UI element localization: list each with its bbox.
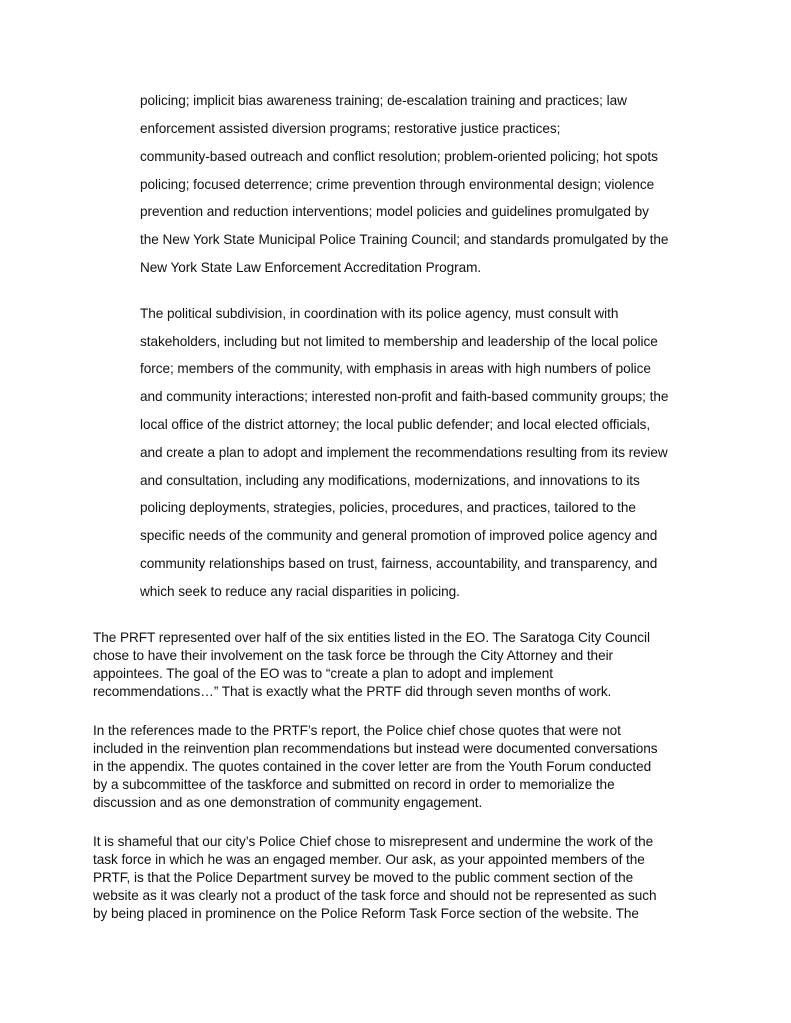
text-line: PRTF, is that the Police Department survey be moved to the public comment section of the: [93, 870, 634, 885]
text-line: website as it was clearly not a product of the task force and should not be represented as such: [93, 888, 657, 903]
text-line: chose to have their involvement on the task force be through the City Attorney and their: [93, 648, 614, 663]
text-line: policing; implicit bias awareness training; de-escalation training and practices; law: [140, 93, 627, 108]
text-line: and create a plan to adopt and implement the recommendations resulting from its review: [140, 445, 668, 460]
text-line: New York State Law Enforcement Accreditation Program.: [140, 260, 482, 275]
text-line: appointees. The goal of the EO was to “create a plan to adopt and implement: [93, 666, 553, 681]
text-line: stakeholders, including but not limited to membership and leadership of the local police: [140, 334, 658, 349]
text-line: by a subcommittee of the taskforce and submitted on record in order to memorialize the: [93, 777, 615, 792]
text-line: community relationships based on trust, fairness, accountability, and transparency, and: [140, 556, 658, 571]
text-line: in the appendix. The quotes contained in the cover letter are from the Youth Forum conducted: [93, 759, 652, 774]
text-line: enforcement assisted diversion programs; restorative justice practices;: [140, 121, 561, 136]
text-line: In the references made to the PRTF’s report, the Police chief chose quotes that were not: [93, 723, 621, 738]
text-line: recommendations…” That is exactly what the PRTF did through seven months of work.: [93, 684, 612, 699]
text-line: task force in which he was an engaged member. Our ask, as your appointed members of the: [93, 852, 645, 867]
text-line: prevention and reduction interventions; model policies and guidelines promulgated by: [140, 204, 649, 219]
text-line: force; members of the community, with emphasis in areas with high numbers of police: [140, 361, 651, 376]
text-line: It is shameful that our city’s Police Chief chose to misrepresent and undermine the work of the: [93, 834, 654, 849]
text-line: which seek to reduce any racial disparities in policing.: [140, 584, 460, 599]
text-line: policing; focused deterrence; crime prevention through environmental design; violence: [140, 177, 655, 192]
text-line: discussion and as one demonstration of community engagement.: [93, 795, 483, 810]
text-line: community-based outreach and conflict resolution; problem-oriented policing; hot spots: [140, 149, 658, 164]
text-line: and consultation, including any modifications, modernizations, and innovations to its: [140, 473, 640, 488]
text-line: included in the reinvention plan recommendations but instead were documented conversations: [93, 741, 658, 756]
text-line: The PRFT represented over half of the six entities listed in the EO. The Saratoga City Council: [93, 630, 650, 645]
text-line: by being placed in prominence on the Police Reform Task Force section of the website. The: [93, 906, 639, 921]
text-line: local office of the district attorney; the local public defender; and local elected officials,: [140, 417, 651, 432]
text-line: and community interactions; interested non-profit and faith-based community groups; the: [140, 389, 669, 404]
text-line: specific needs of the community and general promotion of improved police agency and: [140, 528, 658, 543]
text-line: policing deployments, strategies, policies, procedures, and practices, tailored to the: [140, 500, 636, 515]
text-line: the New York State Municipal Police Training Council; and standards promulgated by the: [140, 232, 669, 247]
text-line: The political subdivision, in coordination with its police agency, must consult with: [140, 306, 619, 321]
